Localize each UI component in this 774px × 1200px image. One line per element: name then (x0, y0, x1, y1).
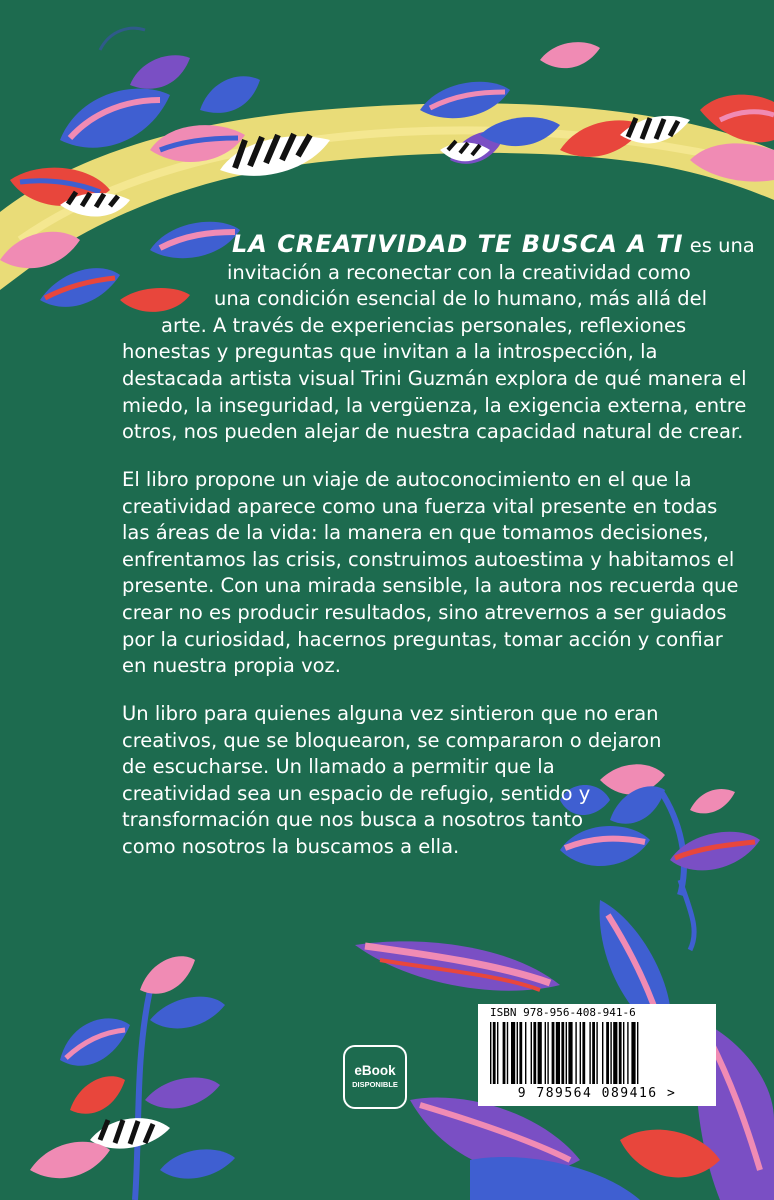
synopsis-line: destacada artista visual Trini Guzmán explora de qué manera el (122, 366, 747, 390)
isbn-label: ISBN 978-956-408-941-6 (490, 1006, 636, 1019)
barcode-bar (525, 1022, 526, 1084)
barcode-bar (602, 1022, 603, 1084)
barcode-bar (503, 1022, 506, 1084)
synopsis-paragraph-1 (0, 231, 774, 446)
barcode-bar (545, 1022, 546, 1084)
barcode-bar (610, 1022, 611, 1084)
synopsis-line: una condición esencial de lo humano, más allá del (214, 287, 708, 311)
barcode-bar (580, 1022, 581, 1084)
synopsis-line: las áreas de la vida: la manera en que tomamos decisiones, (122, 521, 709, 545)
synopsis-line: invitación a reconectar con la creatividad como (227, 260, 691, 284)
synopsis-line: crear no es producir resultados, sino atrevernos a ser guiados (122, 600, 727, 624)
barcode-bar (637, 1022, 638, 1084)
barcode-bar (582, 1022, 585, 1084)
barcode-number: 9 789564 089416 > (517, 1086, 677, 1101)
ebook-label: eBook (354, 1063, 396, 1078)
barcode-bar (606, 1022, 609, 1084)
synopsis-line: en nuestra propia voz. (122, 654, 341, 678)
synopsis-line: creativos, que se bloquearon, se compararon o dejaron (122, 728, 662, 752)
barcode-bar (568, 1022, 572, 1084)
barcode-bar (613, 1022, 617, 1084)
barcode-bar (517, 1022, 518, 1084)
barcode-bar (623, 1022, 624, 1084)
synopsis-line: presente. Con una mirada sensible, la autora nos recuerda que (122, 574, 739, 598)
barcode-bar (538, 1022, 542, 1084)
synopsis-line: Un libro para quienes alguna vez sintieron que no eran (122, 702, 659, 725)
synopsis-line: honestas y preguntas que invitan a la introspección, la (122, 340, 658, 364)
synopsis-line: enfrentamos las crisis, construimos autoestima y habitamos el (122, 547, 735, 571)
synopsis-line: miedo, la inseguridad, la vergüenza, la exigencia externa, entre (122, 393, 747, 417)
synopsis-line: otros, nos pueden alejar de nuestra capacidad natural de crear. (122, 420, 744, 444)
synopsis-line: de escucharse. Un llamado a permitir que la (122, 755, 555, 779)
synopsis-paragraph-3 (122, 701, 661, 861)
barcode-bar (507, 1022, 508, 1084)
barcode-bars (488, 1022, 706, 1086)
barcode-bar (552, 1022, 555, 1084)
barcode-bar (592, 1022, 595, 1084)
synopsis-paragraph-2 (122, 467, 739, 680)
barcode-bar (566, 1022, 567, 1084)
barcode-bar (490, 1022, 491, 1084)
barcode-bar (519, 1022, 522, 1084)
barcode-bar (556, 1022, 560, 1084)
barcode-bar (497, 1022, 498, 1084)
synopsis-line: El libro propone un viaje de autoconocimiento en el que la (122, 468, 692, 491)
bottom-left-leaves (30, 956, 235, 1200)
barcode-bar (627, 1022, 628, 1084)
barcode-bar (589, 1022, 590, 1084)
synopsis-line: es una (683, 234, 755, 257)
barcode-bar (561, 1022, 564, 1084)
synopsis-line: por la curiosidad, hacernos preguntas, tomar acción y confiar (122, 627, 723, 651)
ebook-available-badge (343, 1045, 407, 1109)
barcode-bar (547, 1022, 548, 1084)
synopsis-line: arte. A través de experiencias personales, reflexiones (161, 313, 687, 337)
isbn-barcode (478, 1004, 716, 1106)
ebook-available-label: DISPONIBLE (352, 1080, 398, 1089)
synopsis-line: transformación que nos busca a nosotros tanto (122, 808, 584, 832)
synopsis-line: creatividad sea un espacio de refugio, sentido y (122, 781, 591, 805)
barcode-bar (533, 1022, 536, 1084)
synopsis-line: como nosotros la buscamos a ella. (122, 834, 460, 858)
barcode-bar (575, 1022, 576, 1084)
book-title-inline: LA CREATIVIDAD TE BUSCA A TI (232, 230, 684, 258)
barcode-bar (493, 1022, 496, 1084)
barcode-bar (511, 1022, 515, 1084)
synopsis-line: creatividad aparece como una fuerza vital presente en todas (122, 494, 718, 518)
barcode-bar (596, 1022, 597, 1084)
barcode-bar (631, 1022, 635, 1084)
barcode-bar (619, 1022, 622, 1084)
barcode-bar (531, 1022, 532, 1084)
